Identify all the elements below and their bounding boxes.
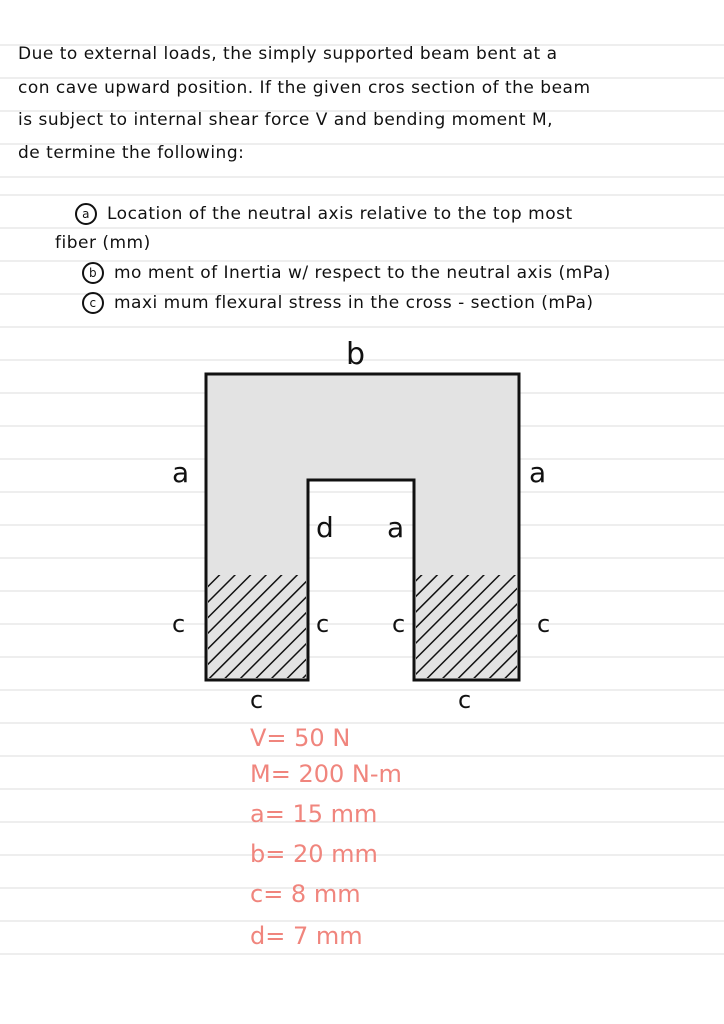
label-c-inner-left: c (316, 610, 330, 638)
label-c-bottom-right: c (458, 686, 472, 714)
given-c: c= 8 mm (250, 880, 361, 908)
label-a-inner-right: a (387, 511, 405, 544)
given-a: a= 15 mm (250, 800, 378, 828)
problem-line-1: Due to external loads, the simply supported beam bent at a (18, 44, 558, 64)
label-b: b (346, 337, 366, 372)
given-d: d= 7 mm (250, 922, 363, 950)
label-a-left: a (172, 456, 190, 489)
marker-c: c (82, 292, 104, 314)
problem-line-4: de termine the following: (18, 143, 245, 163)
question-c-text: maxi mum flexural stress in the cross - section (mPa) (114, 293, 594, 313)
question-a-continued: fiber (mm) (55, 233, 151, 253)
given-v: V= 50 N (250, 724, 351, 752)
marker-a: a (75, 203, 97, 225)
hatch-right (416, 575, 517, 678)
label-c-left: c (172, 610, 186, 638)
label-a-right: a (529, 456, 547, 489)
label-c-right: c (537, 610, 551, 638)
given-b: b= 20 mm (250, 840, 378, 868)
given-m: M= 200 N-m (250, 760, 402, 788)
label-d-inner-left: d (316, 511, 334, 544)
question-b-text: mo ment of Inertia w/ respect to the neutral axis (mPa) (114, 263, 611, 283)
marker-b: b (82, 262, 104, 284)
label-c-bottom-left: c (250, 686, 264, 714)
hatch-left (208, 575, 306, 678)
question-a-text: Location of the neutral axis relative to the top most (107, 204, 573, 224)
problem-line-2: con cave upward position. If the given cros section of the beam (18, 78, 591, 98)
problem-line-3: is subject to internal shear force V and bending moment M, (18, 110, 554, 130)
label-c-inner-right: c (392, 610, 406, 638)
